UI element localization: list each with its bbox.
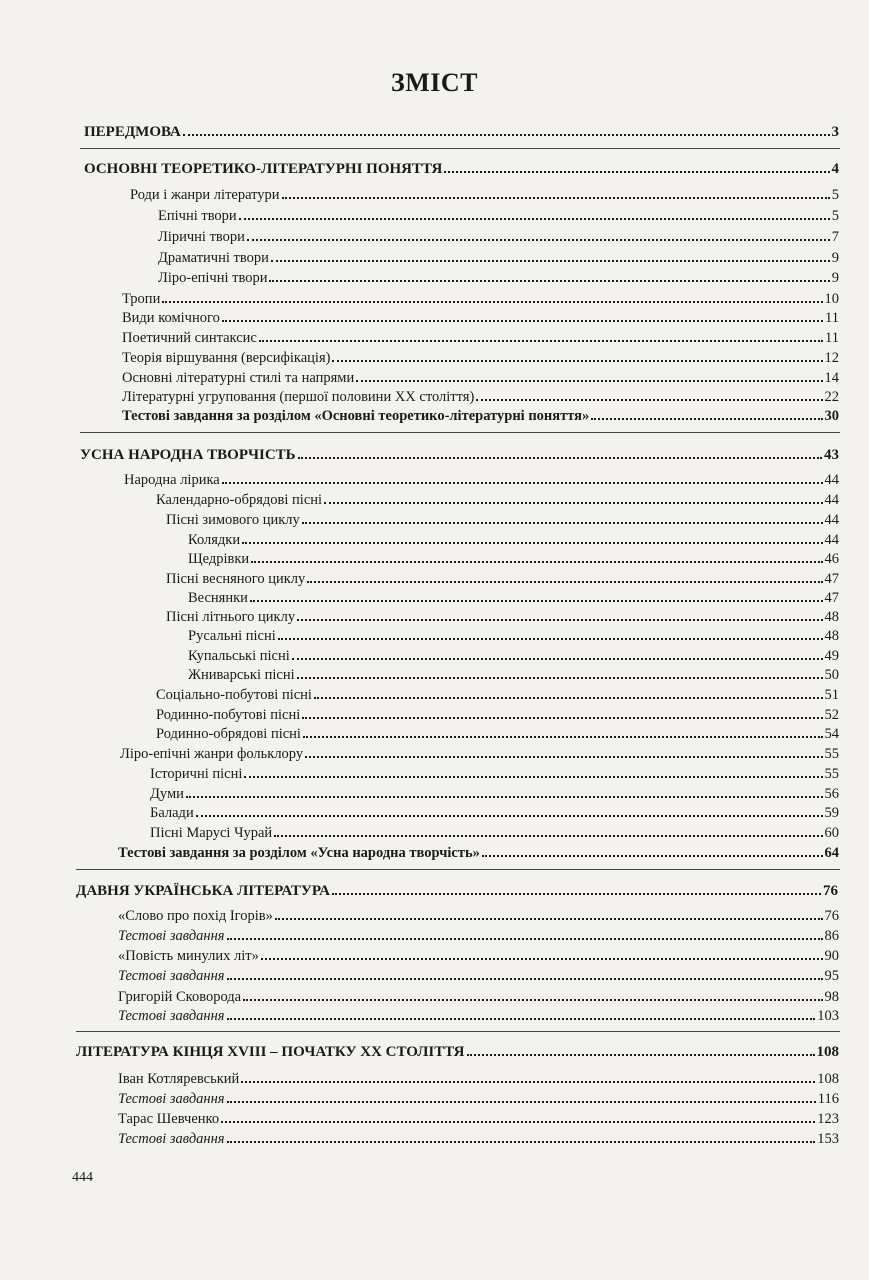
toc-entry[interactable] [166,605,839,625]
dot-leader [259,340,823,342]
toc-entry-label: Теорія віршування (версифікація) [122,350,331,366]
toc-entry-page: 22 [824,389,839,405]
toc-entry-page: 47 [824,571,839,587]
toc-entry-page: 44 [824,512,839,528]
toc-entry[interactable] [118,964,839,984]
toc-entry[interactable] [124,468,839,488]
toc-entry-label: Види комічного [122,310,220,326]
toc-entry-label: «Повість минулих літ» [118,948,259,964]
dot-leader [324,502,822,504]
dot-leader [302,717,822,719]
toc-entry[interactable] [188,624,839,644]
dot-leader [332,360,822,362]
dot-leader [297,677,823,679]
dot-leader [444,171,829,173]
toc-entry-page: 12 [824,350,839,366]
dot-leader [467,1054,815,1056]
dot-leader [221,1121,815,1123]
dot-leader [183,134,830,136]
toc-entry-page: 43 [824,447,839,463]
toc-entry[interactable] [122,385,839,405]
toc-entry-page: 11 [825,310,839,326]
toc-entry[interactable] [120,742,839,762]
toc-entry[interactable] [122,366,839,386]
toc-entry-label: Ліро-епічні жанри фольклору [120,746,304,762]
page-title: ЗМІСТ [391,68,478,97]
toc-entry-page: 116 [817,1091,839,1107]
toc-entry-label: Русальні пісні [188,628,276,644]
section-divider [80,432,840,433]
toc-entry-label: Тестові завдання [118,968,225,984]
toc-entry-label: УСНА НАРОДНА ТВОРЧІСТЬ [80,447,296,463]
toc-entry-page: 14 [824,370,839,386]
toc-entry-page: 44 [824,472,839,488]
dot-leader [307,581,822,583]
toc-entry[interactable] [188,586,839,606]
dot-leader [292,658,823,660]
toc-entry-label: Роди і жанри літератури [130,187,280,203]
toc-entry[interactable] [188,663,839,683]
toc-entry-label: Іван Котляревський [118,1071,240,1087]
dot-leader [269,280,829,282]
toc-entry-page: 51 [824,687,839,703]
dot-leader [222,482,823,484]
toc-entry[interactable] [118,1004,839,1024]
dot-leader [251,561,822,563]
toc-entry-label: Тестові завдання [118,928,225,944]
toc-entry-label: Соціально-побутові пісні [156,687,312,703]
toc-entry-label: Тарас Шевченко [118,1111,220,1127]
toc-entry-page: 49 [824,648,839,664]
toc-entry-page: 108 [817,1071,839,1087]
toc-entry[interactable] [122,306,839,326]
dot-leader [196,815,823,817]
dot-leader [274,835,822,837]
dot-leader [302,522,823,524]
toc-entry-label: Григорій Сковорода [118,989,242,1005]
toc-entry[interactable] [118,1127,839,1147]
dot-leader [271,260,830,262]
toc-entry[interactable] [122,287,839,307]
toc-entry[interactable] [130,183,839,203]
toc-entry[interactable] [150,821,839,841]
dot-leader [303,736,823,738]
dot-leader [243,999,822,1001]
dot-leader [227,1101,816,1103]
toc-entry[interactable] [76,879,838,899]
toc-entry[interactable] [188,644,839,664]
toc-entry-label: Тестові завдання [118,1091,225,1107]
toc-entry-label: Тропи [122,291,161,307]
toc-entry[interactable] [188,528,839,548]
toc-entry[interactable] [84,120,839,140]
dot-leader [162,301,822,303]
toc-entry-label: Історичні пісні [150,766,243,782]
toc-entry[interactable] [150,801,839,821]
toc-entry[interactable] [118,841,839,861]
toc-entry[interactable] [188,547,839,567]
toc-entry-label: ДАВНЯ УКРАЇНСЬКА ЛІТЕРАТУРА [76,883,330,899]
toc-entry[interactable] [80,443,839,463]
toc-entry-page: 44 [824,532,839,548]
dot-leader [482,855,823,857]
dot-leader [332,893,821,895]
section-divider [76,869,840,870]
toc-entry[interactable] [150,782,839,802]
dot-leader [305,756,822,758]
dot-leader [261,958,823,960]
toc-entry-label: ОСНОВНІ ТЕОРЕТИКО-ЛІТЕРАТУРНІ ПОНЯТТЯ [84,161,443,177]
toc-entry-label: Тестові завдання за розділом «Усна народна творчість» [118,845,480,861]
toc-entry-page: 103 [817,1008,839,1024]
section-divider [76,1031,840,1032]
toc-entry-label: Народна лірика [124,472,220,488]
toc-entry[interactable] [158,225,839,245]
dot-leader [278,638,823,640]
toc-entry-page: 7 [831,229,839,245]
toc-entry-label: Балади [150,805,194,821]
dot-leader [227,978,823,980]
toc-entry-page: 11 [825,330,839,346]
toc-entry[interactable] [166,567,839,587]
toc-entry[interactable] [118,924,839,944]
toc-entry-page: 76 [824,908,839,924]
toc-entry[interactable] [118,1087,839,1107]
toc-entry-page: 9 [831,250,839,266]
toc-entry[interactable] [156,703,839,723]
toc-entry-page: 48 [824,609,839,625]
toc-entry-label: ПЕРЕДМОВА [84,124,181,140]
toc-entry-label: ЛІТЕРАТУРА КІНЦЯ XVIII – ПОЧАТКУ XX СТОЛІТТЯ [76,1044,465,1060]
toc-entry-label: Думи [150,786,184,802]
toc-entry-page: 44 [824,492,839,508]
toc-entry-page: 5 [831,187,839,203]
dot-leader [247,239,830,241]
toc-entry-page: 59 [824,805,839,821]
toc-entry[interactable] [118,1067,839,1087]
toc-entry-label: Драматичні твори [158,250,269,266]
dot-leader [282,197,830,199]
toc-entry-page: 60 [824,825,839,841]
toc-entry-page: 46 [824,551,839,567]
toc-entry[interactable] [118,944,839,964]
toc-entry-page: 153 [817,1131,839,1147]
toc-entry-label: Основні літературні стилі та напрями [122,370,355,386]
toc-entry-label: Родинно-обрядові пісні [156,726,301,742]
toc-entry-page: 3 [831,124,839,140]
toc-entry[interactable] [156,683,839,703]
toc-entry[interactable] [122,326,839,346]
toc-entry-label: Тестові завдання [118,1131,225,1147]
dot-leader [356,380,822,382]
toc-entry-page: 52 [824,707,839,723]
toc-entry-label: Пісні Марусі Чурай [150,825,273,841]
toc-entry[interactable] [76,1040,839,1060]
toc-entry-label: Ліричні твори [158,229,245,245]
dot-leader [244,776,822,778]
toc-entry[interactable] [84,157,839,177]
toc-entry-page: 9 [831,270,839,286]
dot-leader [241,1081,815,1083]
dot-leader [239,218,830,220]
toc-entry-page: 123 [817,1111,839,1127]
section-divider [80,148,840,149]
toc-entry-page: 10 [824,291,839,307]
dot-leader [227,1141,816,1143]
toc-entry-page: 108 [816,1044,839,1060]
toc-entry[interactable] [118,985,839,1005]
toc-entry-label: Поетичний синтаксис [122,330,257,346]
dot-leader [186,796,823,798]
toc-entry-page: 48 [824,628,839,644]
toc-entry[interactable] [158,266,839,286]
toc-entry-page: 54 [824,726,839,742]
toc-entry[interactable] [122,346,839,366]
dot-leader [591,418,822,420]
dot-leader [227,938,823,940]
toc-entry-label: Купальські пісні [188,648,290,664]
dot-leader [227,1018,816,1020]
toc-entry-page: 4 [831,161,839,177]
toc-entry-page: 55 [824,766,839,782]
toc-entry-page: 95 [824,968,839,984]
toc-entry[interactable] [156,722,839,742]
toc-entry[interactable] [150,762,839,782]
toc-entry-page: 55 [824,746,839,762]
page-number: 444 [72,1170,93,1185]
dot-leader [250,600,823,602]
toc-entry-label: Жниварські пісні [188,667,295,683]
toc-entry-label: Веснянки [188,590,248,606]
toc-entry-label: Пісні літнього циклу [166,609,296,625]
toc-entry[interactable] [118,904,839,924]
toc-entry-page: 47 [824,590,839,606]
toc-entry-label: Пісні зимового циклу [166,512,300,528]
toc-entry[interactable] [166,508,839,528]
toc-entry-page: 64 [824,845,839,861]
toc-entry-label: Колядки [188,532,241,548]
dot-leader [476,399,822,401]
dot-leader [222,320,823,322]
toc-entry-label: Епічні твори [158,208,237,224]
toc-entry-page: 98 [824,989,839,1005]
toc-entry[interactable] [122,404,839,424]
dot-leader [275,918,823,920]
toc-entry[interactable] [156,488,839,508]
toc-entry-page: 50 [824,667,839,683]
toc-entry-label: Літературні угруповання (першої половини XX століття) [122,389,475,405]
toc-entry-label: Тестові завдання [118,1008,225,1024]
toc-entry-label: Ліро-епічні твори [158,270,268,286]
toc-entry-page: 5 [831,208,839,224]
toc-entry-page: 56 [824,786,839,802]
toc-entry-label: Родинно-побутові пісні [156,707,301,723]
toc-entry-label: Тестові завдання за розділом «Основні теоретико-літературні поняття» [122,408,590,424]
toc-entry-label: «Слово про похід Ігорів» [118,908,273,924]
dot-leader [298,457,822,459]
toc-entry-label: Календарно-обрядові пісні [156,492,323,508]
toc-entry-page: 30 [824,408,839,424]
toc-entry[interactable] [158,246,839,266]
dot-leader [242,542,822,544]
toc-entry-page: 86 [824,928,839,944]
dot-leader [314,697,823,699]
toc-entry-page: 90 [824,948,839,964]
toc-entry[interactable] [158,204,839,224]
dot-leader [297,619,822,621]
toc-entry-label: Щедрівки [188,551,250,567]
toc-entry[interactable] [118,1107,839,1127]
toc-entry-page: 76 [823,883,838,899]
toc-entry-label: Пісні весняного циклу [166,571,306,587]
